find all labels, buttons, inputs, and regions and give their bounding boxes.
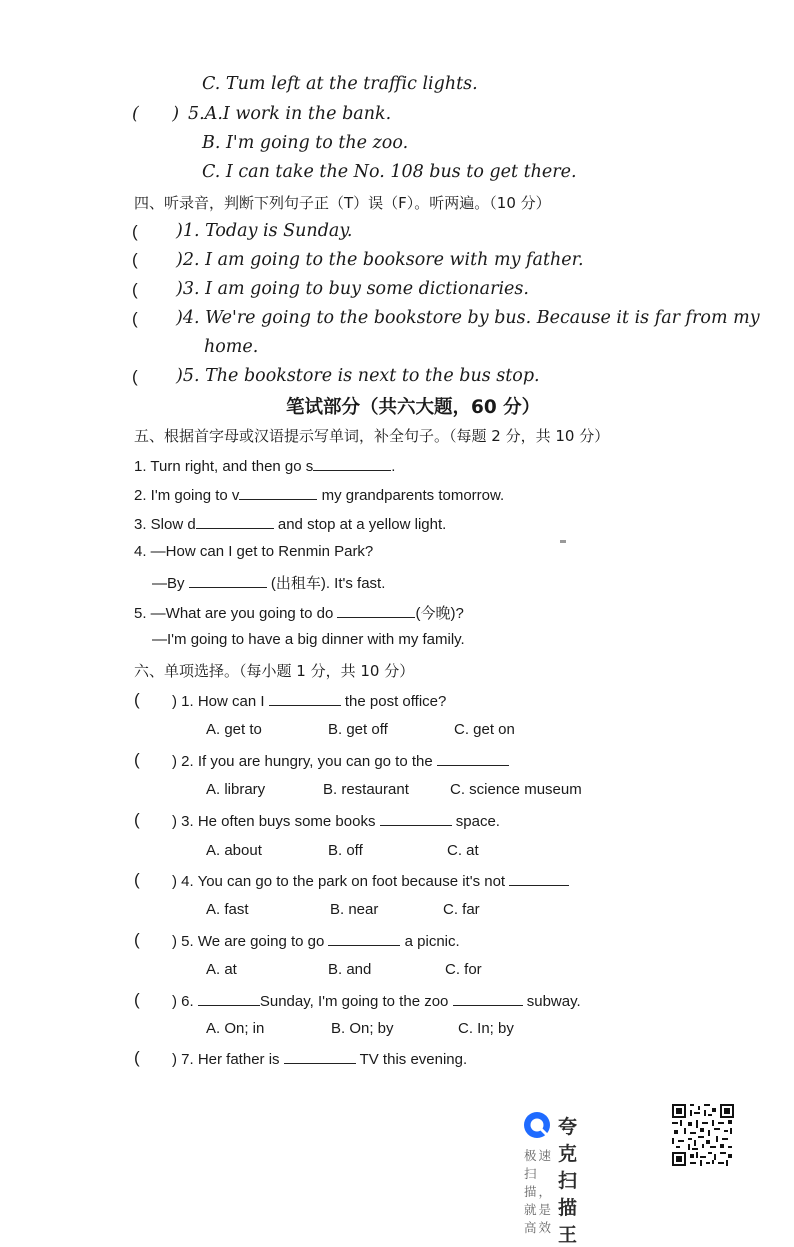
answer-paren: ( — [132, 250, 138, 269]
answer-blank[interactable] — [337, 603, 415, 618]
qr-code-icon — [672, 1104, 734, 1166]
choice-q3-opt-b: B. off — [328, 842, 363, 859]
choice-q3-opt-c: C. at — [447, 842, 479, 859]
answer-blank[interactable] — [239, 485, 317, 500]
written-part-title: 笔试部分（共六大题，60 分） — [286, 397, 541, 418]
choice-q6-opt-c: C. In; by — [458, 1020, 514, 1037]
answer-blank[interactable] — [284, 1049, 356, 1064]
answer-paren: ( — [134, 930, 140, 949]
choice-q5-opt-a: A. at — [206, 961, 237, 978]
judge-item-4-continuation: home. — [204, 337, 259, 357]
section6-heading: 六、单项选择。（每小题 1 分，共 10 分） — [134, 662, 415, 680]
answer-blank[interactable] — [198, 991, 260, 1006]
q5-option-b: B. I'm going to the zoo. — [202, 133, 409, 153]
answer-paren: ( — [134, 870, 140, 889]
q4-option-c: C. Tum left at the traffic lights. — [202, 74, 478, 94]
answer-paren: ( — [134, 810, 140, 829]
q5-answer-paren: ( ) — [132, 104, 180, 124]
fill-q3: 3. Slow d and stop at a yellow light. — [134, 516, 447, 533]
judge-item-1: )1. Today is Sunday. — [176, 221, 353, 241]
choice-q2: ) 2. If you are hungry, you can go to the — [172, 751, 509, 770]
answer-blank[interactable] — [380, 811, 452, 826]
brand-slogan: 极速扫描，就是高效 — [524, 1148, 554, 1235]
answer-paren: ( — [132, 309, 138, 328]
fill-q2: 2. I'm going to v my grandparents tomorrow. — [134, 487, 505, 504]
choice-q3-opt-a: A. about — [206, 842, 262, 859]
choice-q6: ) 6. Sunday, I'm going to the zoo subway. — [172, 993, 581, 1010]
choice-q4-opt-a: A. fast — [206, 901, 249, 918]
choice-q4-opt-b: B. near — [330, 901, 379, 918]
answer-paren: ( — [132, 222, 138, 241]
answer-blank[interactable] — [328, 931, 400, 946]
judge-item-3: )3. I am going to buy some dictionaries. — [176, 279, 529, 299]
judge-item-4: )4. We're going to the bookstore by bus. Because it is far from my — [176, 308, 760, 328]
fill-q1: 1. Turn right, and then go s . — [134, 458, 396, 475]
scan-speck — [560, 540, 566, 543]
q5-option-a: 5.A.I work in the bank. — [188, 104, 392, 124]
choice-q3: ) 3. He often buys some books space. — [172, 813, 500, 830]
choice-q1: ) 1. How can I the post office? — [172, 693, 447, 710]
section4-heading: 四、听录音，判断下列句子正（T）误（F）。听两遍。（10 分） — [134, 194, 551, 212]
choice-q4: ) 4. You can go to the park on foot because it's not — [172, 871, 569, 890]
choice-q6-opt-a: A. On; in — [206, 1020, 265, 1037]
fill-q5-line2: —I'm going to have a big dinner with my family. — [152, 631, 465, 648]
judge-item-2: )2. I am going to the booksore with my father. — [176, 250, 584, 270]
answer-paren: ( — [134, 750, 140, 769]
quark-logo-icon — [522, 1110, 552, 1140]
judge-item-5: )5. The bookstore is next to the bus stop. — [176, 366, 540, 386]
answer-blank[interactable] — [189, 573, 267, 588]
answer-blank[interactable] — [196, 514, 274, 529]
brand-name: 夸克扫描王 — [558, 1116, 579, 1246]
answer-paren: ( — [132, 280, 138, 299]
answer-blank[interactable] — [437, 751, 509, 766]
answer-paren: ( — [134, 990, 140, 1009]
fill-q4-line1: 4. —How can I get to Renmin Park? — [134, 543, 374, 560]
answer-paren: ( — [132, 367, 138, 386]
answer-blank[interactable] — [509, 871, 569, 886]
choice-q2-opt-c: C. science museum — [450, 781, 582, 798]
choice-q2-opt-a: A. library — [206, 781, 266, 798]
choice-q6-opt-b: B. On; by — [331, 1020, 394, 1037]
answer-paren: ( — [134, 1048, 140, 1067]
answer-blank[interactable] — [453, 991, 523, 1006]
choice-q7: ) 7. Her father is TV this evening. — [172, 1051, 468, 1068]
answer-paren: ( — [134, 690, 140, 709]
choice-q1-opt-a: A. get to — [206, 721, 262, 738]
fill-q4-line2: —By (出租车). It's fast. — [152, 575, 386, 592]
choice-q4-opt-c: C. far — [443, 901, 480, 918]
section5-heading: 五、根据首字母或汉语提示写单词，补全句子。（每题 2 分，共 10 分） — [134, 427, 610, 445]
choice-q5-opt-b: B. and — [328, 961, 372, 978]
answer-blank[interactable] — [269, 691, 341, 706]
fill-q5-line1: 5. —What are you going to do (今晚)? — [134, 605, 464, 622]
choice-q2-opt-b: B. restaurant — [323, 781, 409, 798]
q5-option-c: C. I can take the No. 108 bus to get there. — [202, 162, 577, 182]
choice-q1-opt-b: B. get off — [328, 721, 388, 738]
answer-blank[interactable] — [313, 456, 391, 471]
choice-q5-opt-c: C. for — [445, 961, 482, 978]
choice-q5: ) 5. We are going to go a picnic. — [172, 933, 460, 950]
choice-q1-opt-c: C. get on — [454, 721, 515, 738]
